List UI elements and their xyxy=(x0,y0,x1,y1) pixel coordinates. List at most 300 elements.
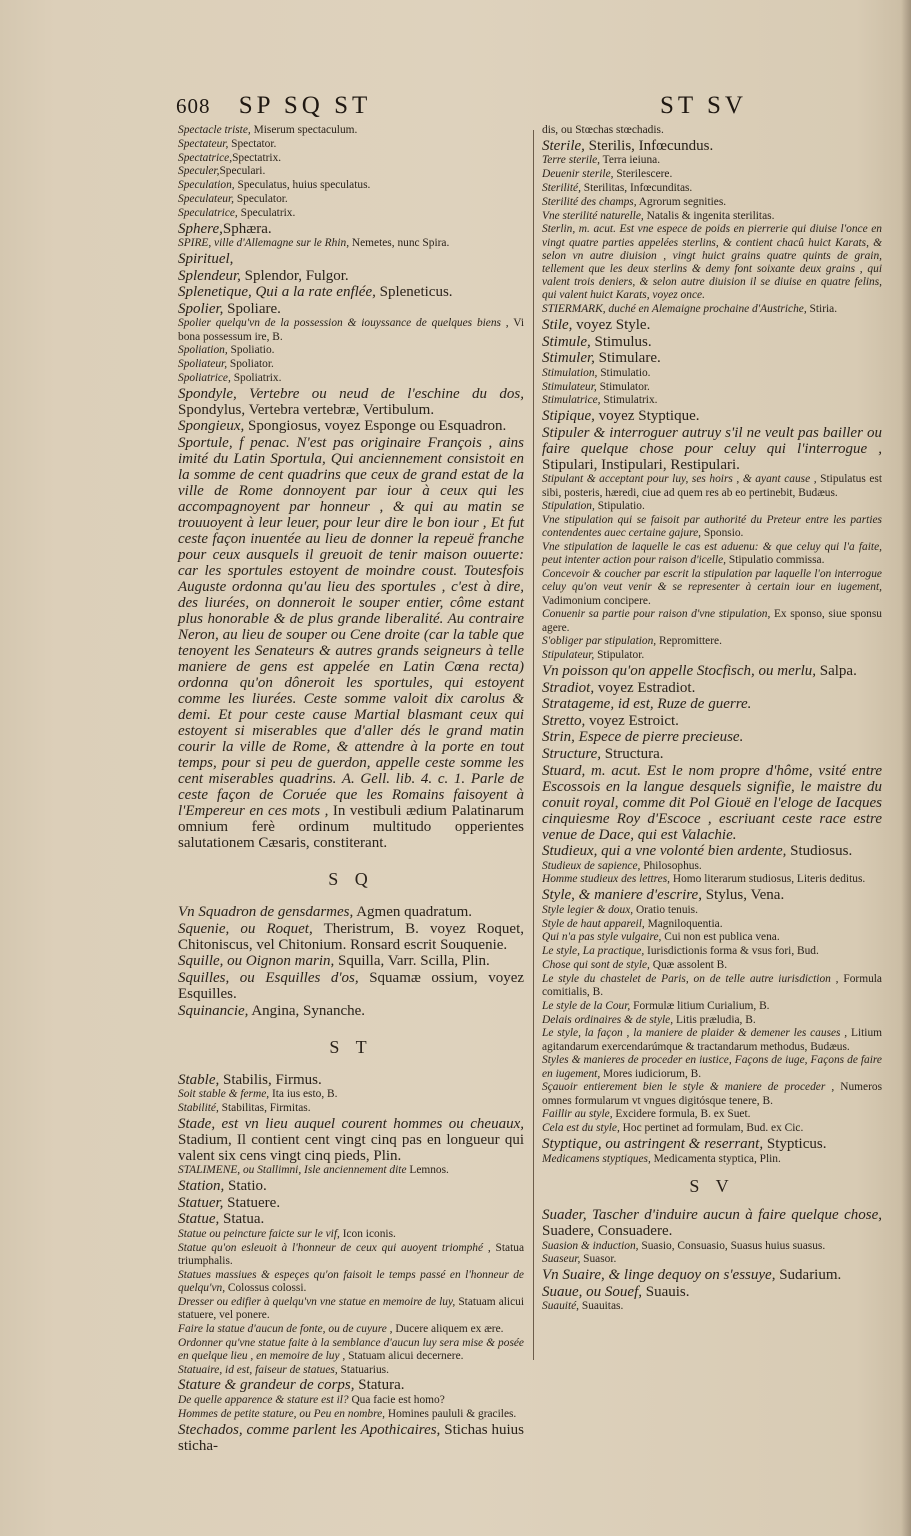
dictionary-entry xyxy=(178,904,524,920)
entry-headword: Speculatrice, xyxy=(178,206,238,219)
entry-translation: Vi bona possessum ire, B. xyxy=(178,317,524,343)
entry-translation: In vestibuli ædium Palatinarum omnium ferè ordinum multitudo opperientes salutationem Cæsaris, constiterant. xyxy=(178,802,524,851)
entry-translation: Mores iudiciorum, B. xyxy=(600,1067,702,1080)
dictionary-entry xyxy=(542,1153,882,1166)
entry-translation: Medicamenta styptica, Plin. xyxy=(650,1152,781,1165)
dictionary-entry xyxy=(542,1081,882,1107)
sq-entries xyxy=(178,904,524,1018)
entry-translation: Speculatrix. xyxy=(237,206,296,219)
entry-headword: Chose qui sont de style, xyxy=(542,959,650,972)
dictionary-entry xyxy=(178,1072,524,1088)
entry-headword: Station, xyxy=(178,1178,225,1195)
dictionary-entry xyxy=(542,210,882,223)
entry-headword: Terre sterile, xyxy=(542,154,601,167)
dictionary-entry xyxy=(542,473,882,499)
entry-headword: Stimuler, xyxy=(542,350,595,367)
entry-headword: Medicamens styptiques, xyxy=(542,1152,651,1165)
entry-translation: dis, ou Stœchas stœchadis. xyxy=(542,124,664,136)
entry-translation: Ita ius esto, B. xyxy=(269,1088,338,1101)
st-entries xyxy=(178,1072,524,1454)
entry-headword: Squenie, ou Roquet, xyxy=(178,920,313,937)
entry-headword: Strin, Espece de pierre precieuse. xyxy=(542,729,744,746)
dictionary-entry xyxy=(542,1300,882,1313)
dictionary-entry xyxy=(542,408,882,424)
entry-headword: Spectacle triste, xyxy=(178,124,251,136)
entry-translation: Stimulare. xyxy=(594,350,661,367)
dictionary-entry xyxy=(542,317,882,333)
entry-headword: Stipulation, xyxy=(542,500,595,513)
entry-translation: Stiria. xyxy=(806,303,838,316)
entry-translation: Structura. xyxy=(601,745,664,762)
entry-headword: S'obliger par stipulation, xyxy=(542,635,657,648)
entry-headword: Speculer, xyxy=(178,165,220,178)
entry-translation: Sterilescere. xyxy=(613,168,673,181)
dictionary-entry xyxy=(178,251,524,267)
entry-headword: Concevoir & coucher par escrit la stipulation par laquelle l'on interrogue celuy qu'on veut venir & se representer à certain iour en iugement, xyxy=(542,568,882,594)
dictionary-entry xyxy=(178,344,524,357)
entry-translation: Terra ieiuna. xyxy=(600,154,661,167)
entry-translation: Ex sponso, siue sponsu agere. xyxy=(542,608,882,634)
dictionary-entry xyxy=(178,1296,524,1322)
dictionary-entry xyxy=(542,381,882,394)
entry-headword: Stimulateur, xyxy=(542,380,597,393)
dictionary-entry xyxy=(178,953,524,969)
entry-translation: Suauis. xyxy=(641,1283,690,1300)
dictionary-entry xyxy=(178,1088,524,1101)
entry-headword: Stable, xyxy=(178,1071,220,1088)
entry-translation: Formulæ litium Curialium, B. xyxy=(630,999,770,1012)
dictionary-entry xyxy=(178,1364,524,1377)
entry-translation: Salpa. xyxy=(816,662,857,679)
entry-translation: Iurisdictionis forma & vsus fori, Bud. xyxy=(644,945,819,958)
entry-headword: Spoliatrice, xyxy=(178,371,231,384)
entry-headword: Statue ou peincture faicte sur le vif, xyxy=(178,1228,340,1241)
dictionary-entry xyxy=(178,179,524,192)
entry-headword: Statues massiues & espeçes qu'on faisoit le temps passé en l'honneur de quelqu'vn, xyxy=(178,1268,524,1295)
page-edge-shadow xyxy=(901,0,911,1536)
entry-headword: De quelle apparence & stature est il? xyxy=(178,1394,349,1407)
sp-entries xyxy=(178,124,524,851)
dictionary-entry xyxy=(542,367,882,380)
entry-translation: Sudarium. xyxy=(775,1267,842,1284)
entry-headword: Vn poisson qu'on appelle Stocfisch, ou merlu, xyxy=(542,662,817,679)
entry-headword: Spolier, xyxy=(178,300,224,317)
entry-translation: Vadimonium concipere. xyxy=(542,594,651,607)
entry-headword: Speculateur, xyxy=(178,192,234,205)
entry-headword: STALIMENE, ou Stallimni, Isle anciennement dite xyxy=(178,1164,407,1177)
entry-headword: Styptique, ou astringent & reserrant, xyxy=(542,1136,764,1153)
dictionary-entry xyxy=(178,193,524,206)
entry-headword: Style, & maniere d'escrire, xyxy=(542,887,702,904)
entry-translation: Squilla, Varr. Scilla, Plin. xyxy=(334,953,490,970)
entry-headword: Le style, La practique, xyxy=(542,945,645,958)
dictionary-entry xyxy=(542,746,882,762)
dictionary-entry xyxy=(542,350,882,366)
entry-headword: Dresser ou edifier à quelqu'vn vne statue en memoire de luy, xyxy=(178,1295,456,1308)
entry-translation: Litis præludia, B. xyxy=(673,1013,756,1026)
dictionary-entry xyxy=(542,500,882,513)
entry-translation: Sterilis, Infœcundus. xyxy=(584,137,714,154)
entry-headword: Spondyle, Vertebre ou neud de l'eschine du dos, xyxy=(178,385,524,402)
entry-translation: Homo literarum studiosus, Literis deditus. xyxy=(670,873,866,886)
dictionary-entry xyxy=(178,1323,524,1336)
dictionary-entry xyxy=(542,168,882,181)
dictionary-entry xyxy=(178,970,524,1002)
dictionary-entry xyxy=(542,918,882,931)
dictionary-entry xyxy=(178,358,524,371)
entry-headword: Statuer, xyxy=(178,1194,224,1211)
entry-translation: Natalis & ingenita sterilitas. xyxy=(643,209,775,222)
entry-headword: Spongieux, xyxy=(178,418,245,435)
dictionary-entry xyxy=(542,568,882,608)
entry-headword: Stuard, m. acut. Est le nom propre d'hôme, vsité entre Escossois en la langue desquels signifie, le maistre du conuit royal, comme dit Pol Giouë en l'eloge de Iacques cinquiesme Roy d'Escoce , escriuant ceste race estre venue de Dace, qui est Valachie. xyxy=(542,762,882,843)
dictionary-entry xyxy=(542,334,882,350)
entry-headword: Stipuler & interroguer autruy s'il ne veult pas bailler ou faire quelque chose pour celuy qui l'interrogue , xyxy=(542,424,882,457)
dictionary-entry xyxy=(542,154,882,167)
entry-headword: Spirituel, xyxy=(178,250,234,267)
dictionary-entry xyxy=(178,1195,524,1211)
entry-headword: Stade, est vn lieu auquel courent hommes ou cheuaux, xyxy=(178,1115,524,1132)
entry-headword: Sterlin, m. acut. Est vne espece de poids en pierrerie qui diuise l'once en vingt quatre parties appelées sterlins, & contient chacû huict Karats, & selon vn autre diuision , vingt huict grains quatre quints de grain, tellement que les deux sterlins & demy font soixante deux grains , qui valent trois deniers, & selon autre diuision il se diuise en quatre felins, qui valent huict Karats, voyez once. xyxy=(542,223,882,302)
entry-translation: Stipulator. xyxy=(594,649,645,662)
dictionary-entry xyxy=(542,1240,882,1253)
entry-translation: Colossus colossi. xyxy=(225,1282,307,1295)
dictionary-entry xyxy=(178,1242,524,1268)
entry-translation: voyez Style. xyxy=(572,316,651,333)
entry-headword: Le style, la façon , la maniere de plaider & demener les causes , xyxy=(542,1027,848,1040)
entry-translation: Statuam alicui statuere, vel ponere. xyxy=(178,1295,525,1322)
entry-headword: Sterilité des champs, xyxy=(542,195,637,208)
dictionary-entry xyxy=(542,1108,882,1121)
entry-translation: Speculari. xyxy=(219,165,266,178)
entry-headword: SPIRE, ville d'Allemagne sur le Rhin, xyxy=(178,237,350,250)
entry-translation: voyez Styptique. xyxy=(594,408,700,425)
dictionary-entry xyxy=(542,196,882,209)
dictionary-entry xyxy=(178,1377,524,1393)
dictionary-entry xyxy=(178,284,524,300)
dictionary-entry xyxy=(542,763,882,843)
entry-translation: voyez Estroict. xyxy=(585,712,679,729)
entry-headword: Stretto, xyxy=(542,712,586,729)
entry-headword: Deuenir sterile, xyxy=(542,168,614,181)
dictionary-entry xyxy=(178,1102,524,1115)
entry-translation: Spoliare. xyxy=(223,300,281,317)
left-running-head xyxy=(176,92,371,120)
dictionary-entry xyxy=(542,514,882,540)
entry-translation: Statuere. xyxy=(223,1194,281,1211)
entry-headword: Le style de la Cour, xyxy=(542,999,631,1012)
dictionary-entry xyxy=(178,124,524,137)
entry-headword: Styles & manieres de proceder en iustice, Façons de iuge, Façons de faire en iugement, xyxy=(542,1054,882,1080)
entry-translation: Sphæra. xyxy=(222,220,272,237)
page-number: 608 xyxy=(176,94,211,118)
entry-translation: Statio. xyxy=(224,1178,267,1195)
entry-translation: Magniloquentia. xyxy=(644,917,723,930)
entry-translation: Spoliator. xyxy=(227,358,274,371)
dictionary-entry xyxy=(178,268,524,284)
dictionary-entry xyxy=(178,1394,524,1407)
entry-translation: Sterilitas, Infœcunditas. xyxy=(580,181,693,194)
dictionary-entry xyxy=(178,386,524,418)
entry-translation: Formula comitialis, B. xyxy=(542,972,882,999)
entry-translation: Studiosus. xyxy=(786,843,853,860)
dictionary-entry xyxy=(542,182,882,195)
entry-headword: Stabilité, xyxy=(178,1102,219,1115)
dictionary-entry xyxy=(542,649,882,662)
dictionary-entry xyxy=(178,435,524,851)
dictionary-entry xyxy=(178,921,524,953)
entry-headword: Stradiot, xyxy=(542,679,595,696)
left-column xyxy=(178,124,524,1454)
section-heading-sv: S V xyxy=(689,1175,735,1196)
entry-translation: Hoc pertinet ad formulam, Bud. ex Cic. xyxy=(619,1122,804,1135)
dictionary-entry xyxy=(542,1027,882,1053)
dictionary-entry xyxy=(542,959,882,972)
dictionary-entry xyxy=(542,873,882,886)
entry-translation: Stipulatio commissa. xyxy=(726,554,825,567)
dictionary-entry xyxy=(178,1337,524,1363)
entry-translation: Qua facie est homo? xyxy=(348,1394,445,1407)
entry-headword: Splenetique, Qui a la rate enflée, xyxy=(178,284,376,301)
dictionary-entry xyxy=(178,1003,524,1019)
dictionary-entry xyxy=(542,904,882,917)
entry-headword: Qui n'a pas style vulgaire, xyxy=(542,931,662,944)
right-column xyxy=(542,124,882,1314)
dictionary-entry xyxy=(542,425,882,473)
entry-headword: Suaseur, xyxy=(542,1253,581,1266)
entry-translation: Suadere, Consuadere. xyxy=(542,1223,673,1240)
entry-headword: Faire la statue d'aucun de fonte, ou de cuyure , xyxy=(178,1322,393,1335)
entry-translation: Angina, Synanche. xyxy=(248,1002,366,1019)
entry-translation: Philosophus. xyxy=(640,859,702,872)
dictionary-entry xyxy=(542,1253,882,1266)
entry-translation: Suasio, Consuasio, Suasus huius suasus. xyxy=(638,1239,826,1252)
entry-translation: Statuam alicui decernere. xyxy=(345,1349,464,1362)
dictionary-entry xyxy=(542,1267,882,1283)
entry-translation: Spleneticus. xyxy=(375,284,453,301)
right-running-head: ST SV xyxy=(660,92,747,119)
dictionary-entry xyxy=(542,1207,882,1239)
entry-headword: Cela est du style, xyxy=(542,1122,620,1135)
dictionary-entry xyxy=(178,207,524,220)
entry-headword: Vne stipulation de laquelle le cas est aduenu: & que celuy qui l'a faite, peut intenter action pour raison d'icelle, xyxy=(542,541,882,567)
entry-headword: Style de haut appareil, xyxy=(542,917,645,930)
dictionary-entry xyxy=(542,887,882,903)
entry-headword: Stimulation, xyxy=(542,366,598,379)
dictionary-entry xyxy=(542,138,882,154)
dictionary-entry xyxy=(178,138,524,151)
dictionary-entry xyxy=(542,1054,882,1080)
entry-translation: Spoliatio. xyxy=(227,344,275,357)
entry-translation: Numeros omnes formularum vt vngues digitósque tenere, B. xyxy=(542,1081,882,1107)
entry-headword: Suauité, xyxy=(542,1300,580,1313)
dictionary-entry xyxy=(178,221,524,237)
dictionary-entry xyxy=(178,237,524,250)
entry-headword: Sterile, xyxy=(542,137,585,154)
entry-translation: Quæ assolent B. xyxy=(649,959,728,972)
entry-headword: Vn Suaire, & linge dequoy on s'essuye, xyxy=(542,1267,776,1284)
dictionary-entry xyxy=(542,394,882,407)
entry-headword: Stature & grandeur de corps, xyxy=(178,1377,355,1394)
section-heading-st: S T xyxy=(329,1036,373,1057)
entry-translation: Stypticus. xyxy=(763,1136,827,1153)
entry-headword: Squille, ou Oignon marin, xyxy=(178,953,335,970)
entry-translation: Excidere formula, B. ex Suet. xyxy=(612,1108,751,1121)
entry-headword: Stipulant & acceptant pour luy, ses hoirs , & ayant cause , xyxy=(542,473,817,486)
dictionary-entry xyxy=(542,1122,882,1135)
dictionary-entry xyxy=(542,729,882,745)
entry-translation: Miserum spectaculum. xyxy=(250,124,358,136)
entry-translation: Stipulatus est sibi, posteris, hæredi, ciue ad quem res ab eo pertinebit, Budæus. xyxy=(542,473,883,499)
entry-headword: Sportule, f penac. N'est pas originaire François , ains imité du Latin Sportula, Qui anciennement consistoit en la somme de cent quadrins que ceux de grand estat de la ville de Rome donnoyent par iour à ceux qui les accompagnoyent par honneur , & qui au matin se trouuoyent à leur leuer, pour leur dire le bon iour , Et fut ceste façon inuentée au lieu de donner la repeuë franche pour ceux ausquels il greuoit de tenir maison ouuerte: car les sportules estoyent de moindre coust. Toutesfois Auguste ordonna qu'au lieu des sportules , c'est à dire, des liurées, on donneroit le souper entier, côme estant plus honorable & de plus grande liberalité. Au contraire Neron, au lieu de souper ou Cene droite (car la table que tenoyent les Senateurs & autres grands seigneurs à telle maniere de gens est appelée en Latin Cœna recta) ordonna qu'on dôneroit les sportules, qui estoyent comme les liurées. Ceste somme valoit dix carolus & demi. Et pour ceste cause Martial blasmant ceux qui estoyent si miserables que d'aller dés le grand matin courir la ville de Rome, & attendre à la porte en tout temps, pour si peu de guerdon, appelle ceste somme les cent miserables quadrins. A. Gell. lib. 4. c. 1. Parle de ceste façon de Coruée que les Romains faisoyent à l'Empereur en ces mots , xyxy=(178,434,524,819)
dictionary-entry xyxy=(542,1136,882,1152)
entry-headword: Soit stable & ferme, xyxy=(178,1088,270,1101)
entry-headword: Spectateur, xyxy=(178,137,229,150)
entry-translation: Theristrum, B. voyez Roquet, Chitoniscus, vel Chitonium. Ronsard escrit Souquenie. xyxy=(178,920,524,953)
entry-translation: Ducere aliquem ex ære. xyxy=(392,1322,504,1335)
dictionary-entry xyxy=(178,372,524,385)
entry-headword: Studieux, qui a vne volonté bien ardente, xyxy=(542,843,787,860)
sv-entries xyxy=(542,1207,882,1314)
dictionary-entry xyxy=(542,541,882,567)
entry-translation: Icon iconis. xyxy=(339,1228,396,1241)
entry-translation: Litium agitandarum exercendarúmque & tractandarum methodus, Budæus. xyxy=(542,1027,883,1053)
entry-headword: Stimule, xyxy=(542,333,591,350)
entry-translation: Stabilitas, Firmitas. xyxy=(218,1102,311,1115)
dictionary-entry xyxy=(542,713,882,729)
entry-headword: Delais ordinaires & de style, xyxy=(542,1013,674,1026)
entry-translation: Statura. xyxy=(354,1377,405,1394)
entry-headword: Stimulatrice, xyxy=(542,394,601,407)
entry-headword: Suader, Tascher d'induire aucun à faire quelque chose, xyxy=(542,1207,882,1224)
st-continued-entries xyxy=(542,124,882,1166)
entry-headword: Stipulateur, xyxy=(542,649,595,662)
entry-headword: Statue, xyxy=(178,1211,220,1228)
entry-headword: Squilles, ou Esquilles d'os, xyxy=(178,969,359,986)
entry-translation: Statua triumphalis. xyxy=(178,1241,525,1268)
dictionary-entry xyxy=(178,1116,524,1164)
entry-translation: Cui non est publica vena. xyxy=(661,931,780,944)
entry-translation: voyez Estradiot. xyxy=(594,679,696,696)
entry-headword: Speculation, xyxy=(178,179,235,192)
entry-translation: Stylus, Vena. xyxy=(701,887,785,904)
dictionary-entry xyxy=(542,124,882,137)
entry-headword: Hommes de petite stature, ou Peu en nombre, xyxy=(178,1407,385,1420)
entry-headword: Ordonner qu'vne statue faite à la semblance d'aucun luy sera mise & posée en quelque lieu , en memoire de luy , xyxy=(178,1336,524,1362)
entry-headword: Spectatrice, xyxy=(178,151,233,164)
entry-translation: Speculatus, huius speculatus. xyxy=(234,179,371,192)
entry-headword: Statue qu'on esleuoit à l'honneur de ceux qui auoyent triomphé , xyxy=(178,1241,491,1254)
entry-headword: Suasion & induction, xyxy=(542,1239,639,1252)
left-heading: SP SQ ST xyxy=(238,92,372,119)
entry-headword: Spoliateur, xyxy=(178,358,228,371)
dictionary-entry xyxy=(542,696,882,712)
entry-translation: Suasor. xyxy=(580,1253,617,1266)
entry-translation: Stimulatrix. xyxy=(600,394,658,407)
dictionary-entry xyxy=(542,945,882,958)
entry-translation: Suauitas. xyxy=(579,1300,624,1313)
entry-translation: Stimulatio. xyxy=(597,366,651,379)
dictionary-entry xyxy=(542,931,882,944)
entry-headword: Spoliation, xyxy=(178,344,228,357)
entry-translation: Agrorum segnities. xyxy=(636,195,727,208)
dictionary-entry xyxy=(178,1408,524,1421)
entry-translation: Stadium, Il contient cent vingt cinq pas en longueur qui valent six cens vingt cinq pieds, Plin. xyxy=(178,1131,524,1164)
dictionary-entry xyxy=(542,973,882,999)
entry-headword: Statuaire, id est, faiseur de statues, xyxy=(178,1363,338,1376)
dictionary-entry xyxy=(542,1014,882,1027)
entry-headword: Studieux de sapience, xyxy=(542,859,641,872)
entry-translation: Spoliatrix. xyxy=(230,371,282,384)
dictionary-entry xyxy=(542,608,882,634)
entry-headword: Stechados, comme parlent les Apothicaires, xyxy=(178,1421,441,1438)
entry-translation: Spectatrix. xyxy=(232,151,282,164)
entry-headword: Suaue, ou Souef, xyxy=(542,1283,642,1300)
dictionary-entry xyxy=(542,843,882,859)
entry-headword: Stratageme, id est, Ruze de guerre. xyxy=(542,696,752,713)
entry-translation: Oratio tenuis. xyxy=(633,903,698,916)
entry-headword: Spolier quelqu'vn de la possession & iouyssance de quelques biens , xyxy=(178,317,509,330)
entry-translation: Stipulari, Instipulari, Restipulari. xyxy=(542,456,740,473)
entry-translation: Stichas huius sticha- xyxy=(178,1421,524,1454)
entry-translation: Stimulus. xyxy=(590,333,652,350)
dictionary-entry xyxy=(542,635,882,648)
dictionary-entry xyxy=(542,680,882,696)
entry-translation: Spondylus, Vertebra vertebræ, Vertibulum. xyxy=(178,401,435,418)
dictionary-entry xyxy=(178,1228,524,1241)
dictionary-entry xyxy=(178,1164,524,1177)
dictionary-entry xyxy=(178,1422,524,1454)
entry-headword: Faillir au style, xyxy=(542,1108,613,1121)
entry-headword: Vn Squadron de gensdarmes, xyxy=(178,904,354,921)
entry-translation: Splendor, Fulgor. xyxy=(240,267,349,284)
entry-headword: Sphere, xyxy=(178,220,223,237)
entry-translation: Stimulator. xyxy=(596,380,650,393)
entry-translation: Homines paululi & graciles. xyxy=(385,1407,517,1420)
dictionary-entry xyxy=(178,317,524,343)
entry-translation: Statua. xyxy=(219,1211,265,1228)
dictionary-entry xyxy=(178,152,524,165)
dictionary-entry xyxy=(178,165,524,178)
entry-headword: Stipique, xyxy=(542,408,595,425)
entry-headword: Conuenir sa partie pour raison d'vne stipulation, xyxy=(542,608,771,621)
dictionary-entry xyxy=(542,860,882,873)
entry-headword: Sterilité, xyxy=(542,181,581,194)
entry-translation: Spectator. xyxy=(228,137,277,150)
section-heading-sq: S Q xyxy=(328,868,374,889)
entry-headword: Vne stipulation qui se faisoit par authorité du Preteur entre les parties contendentes auec certaine gajure, xyxy=(542,514,882,540)
entry-translation: Sponsio. xyxy=(701,527,744,540)
entry-headword: Structure, xyxy=(542,745,602,762)
dictionary-entry xyxy=(542,223,882,302)
dictionary-entry xyxy=(542,1284,882,1300)
dictionary-entry xyxy=(542,1000,882,1013)
dictionary-entry xyxy=(542,663,882,679)
dictionary-entry xyxy=(542,303,882,316)
entry-headword: STIERMARK, duché en Alemaigne prochaine d'Austriche, xyxy=(542,303,807,316)
dictionary-entry xyxy=(178,418,524,434)
entry-translation: Stipulatio. xyxy=(594,500,645,513)
dictionary-entry xyxy=(178,1178,524,1194)
column-rule xyxy=(533,130,534,1360)
entry-translation: Squamæ ossium, voyez Esquilles. xyxy=(178,969,525,1002)
entry-headword: Sçauoir entierement bien le style & maniere de proceder , xyxy=(542,1081,835,1094)
dictionary-entry xyxy=(178,1269,524,1295)
dictionary-entry xyxy=(178,1211,524,1227)
entry-translation: Speculator. xyxy=(234,192,288,205)
entry-translation: Nemetes, nunc Spira. xyxy=(349,237,450,250)
entry-translation: Repromittere. xyxy=(656,635,722,648)
